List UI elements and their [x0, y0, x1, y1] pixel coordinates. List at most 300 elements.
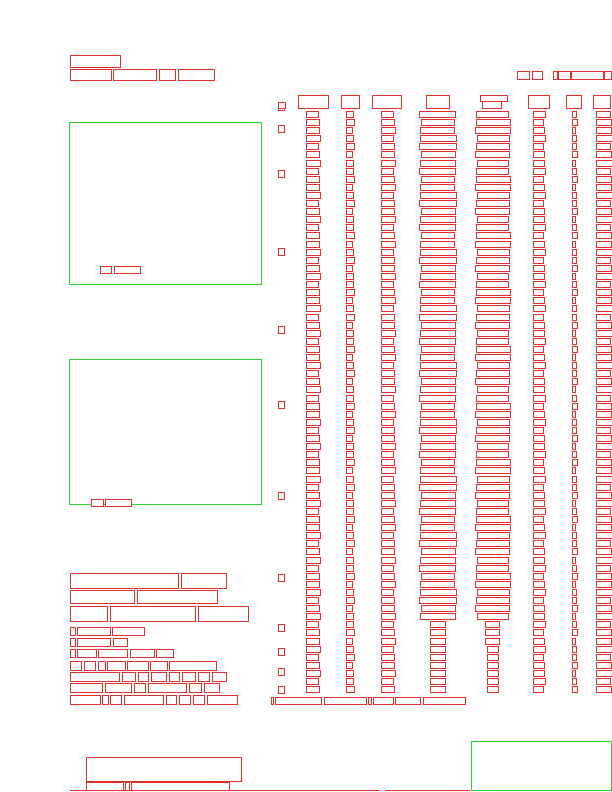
table-cell-col-6	[533, 176, 544, 183]
table-cell-col-1	[306, 443, 321, 450]
table-cell-col-6	[533, 654, 544, 661]
table-cell-col-8	[596, 589, 612, 596]
table-cell-col-1	[306, 168, 319, 175]
table-cell-col-5	[477, 443, 509, 450]
table-cell-col-8	[596, 184, 612, 191]
table-cell-col-5	[487, 686, 499, 693]
table-cell-col-8	[596, 346, 612, 353]
table-cell-col-2	[346, 621, 354, 628]
row-marker	[278, 170, 285, 178]
table-cell-col-8	[596, 403, 612, 410]
table-cell-col-2	[346, 654, 355, 661]
table-cell-col-7	[572, 500, 576, 507]
table-cell-col-3	[381, 581, 396, 588]
table-cell-col-3	[381, 516, 395, 523]
table-cell-col-3	[381, 443, 396, 450]
table-cell-col-7	[572, 184, 576, 191]
table-cell-col-8	[596, 508, 611, 515]
table-cell-col-1	[306, 127, 320, 134]
table-cell-col-2	[346, 273, 354, 280]
table-cell-col-1	[306, 265, 320, 272]
table-cell-col-3	[381, 548, 395, 555]
table-cell-col-7	[572, 281, 577, 288]
table-cell-col-6	[533, 322, 545, 329]
table-cell-col-3	[381, 346, 395, 353]
table-cell-col-5	[476, 516, 511, 523]
table-cell-col-3	[381, 135, 394, 142]
table-cell-col-1	[306, 548, 320, 555]
table-cell-col-2	[346, 200, 355, 207]
table-cell-col-4	[421, 548, 456, 555]
row-marker	[278, 401, 285, 409]
table-cell-col-5	[487, 654, 499, 661]
table-cell-col-4	[420, 589, 457, 596]
table-cell-col-2	[346, 459, 355, 466]
table-cell-col-7	[572, 459, 578, 466]
table-cell-col-6	[533, 232, 544, 239]
table-cell-col-6	[533, 168, 546, 175]
table-cell-col-5	[476, 508, 509, 515]
table-cell-col-8	[596, 200, 611, 207]
table-cell-col-3	[381, 232, 395, 239]
table-cell-col-3	[381, 524, 396, 531]
table-cell-col-6	[533, 411, 545, 418]
table-cell-col-5	[487, 678, 499, 685]
table-cell-col-3	[381, 273, 396, 280]
table-cell-col-3	[381, 605, 395, 612]
table-cell-col-7	[572, 524, 576, 531]
table-cell-col-2	[346, 565, 354, 572]
table-cell-col-6	[533, 305, 546, 312]
table-cell-col-8	[596, 459, 612, 466]
table-cell-col-5	[476, 403, 511, 410]
table-cell-col-1	[306, 184, 320, 191]
table-cell-col-7	[572, 386, 576, 393]
table-cell-col-1	[306, 314, 319, 321]
table-cell-col-2	[346, 451, 354, 458]
table-cell-col-1	[306, 581, 320, 588]
table-cell-col-3	[381, 362, 394, 369]
table-cell-col-4	[421, 516, 455, 523]
table-cell-col-6	[533, 249, 546, 256]
row-marker	[278, 574, 285, 582]
table-cell-col-3	[381, 184, 396, 191]
table-cell-col-2	[346, 605, 353, 612]
table-cell-col-2	[346, 160, 354, 167]
table-cell-col-7	[572, 443, 576, 450]
table-cell-col-7	[572, 573, 578, 580]
table-cell-col-5	[476, 395, 509, 402]
table-cell-col-7	[572, 338, 577, 345]
table-cell-col-6	[533, 581, 545, 588]
row-marker	[278, 492, 285, 500]
table-cell-col-2	[346, 386, 354, 393]
table-cell-col-2	[346, 573, 355, 580]
table-cell-col-5	[477, 557, 509, 564]
table-cell-col-4	[420, 330, 456, 337]
table-cell-col-6	[533, 216, 545, 223]
table-cell-col-3	[381, 427, 395, 434]
table-cell-col-2	[346, 484, 355, 491]
table-cell-col-7	[572, 378, 578, 385]
table-cell-col-3	[381, 395, 394, 402]
table-cell-col-8	[596, 281, 611, 288]
table-cell-col-3	[381, 565, 394, 572]
table-cell-col-3	[381, 670, 396, 677]
table-cell-col-2	[346, 419, 354, 426]
table-cell-col-1	[306, 500, 321, 507]
table-cell-col-4	[419, 370, 457, 377]
table-cell-col-7	[572, 216, 576, 223]
table-cell-col-1	[306, 532, 321, 539]
table-cell-col-3	[381, 411, 396, 418]
table-cell-col-1	[306, 492, 320, 499]
table-cell-col-1	[306, 370, 319, 377]
table-cell-col-2	[346, 127, 353, 134]
table-cell-col-8	[596, 314, 611, 321]
table-cell-col-1	[306, 257, 319, 264]
table-cell-col-6	[533, 135, 546, 142]
table-cell-col-1	[306, 192, 321, 199]
table-cell-col-8	[596, 265, 612, 272]
table-cell-col-6	[533, 160, 545, 167]
table-cell-col-6	[533, 208, 545, 215]
table-cell-col-1	[306, 565, 319, 572]
header-col-5-top	[480, 95, 508, 102]
table-cell-col-6	[533, 184, 545, 191]
table-cell-col-8	[596, 678, 611, 685]
table-cell-col-2	[346, 111, 354, 118]
table-cell-col-8	[596, 443, 612, 450]
table-cell-col-7	[572, 532, 577, 539]
table-cell-col-7	[572, 257, 577, 264]
table-cell-col-1	[306, 467, 320, 474]
table-cell-col-1	[306, 224, 319, 231]
table-cell-col-3	[381, 508, 394, 515]
table-cell-col-1	[306, 451, 319, 458]
table-cell-col-8	[596, 524, 612, 531]
table-cell-col-7	[572, 492, 578, 499]
table-cell-col-1	[306, 678, 319, 685]
table-cell-col-8	[596, 241, 612, 248]
table-cell-col-3	[381, 354, 396, 361]
table-cell-col-4	[421, 403, 455, 410]
table-cell-col-1	[306, 686, 320, 693]
table-cell-col-2	[346, 508, 354, 515]
table-cell-col-4	[419, 508, 456, 515]
table-cell-col-6	[533, 516, 544, 523]
table-cell-col-6	[533, 621, 546, 628]
table-cell-col-7	[572, 346, 578, 353]
table-cell-col-6	[533, 386, 545, 393]
table-cell-col-5	[477, 613, 509, 620]
table-cell-col-4	[419, 395, 456, 402]
table-cell-col-8	[596, 605, 612, 612]
table-cell-col-5	[476, 119, 511, 126]
table-cell-col-3	[381, 224, 394, 231]
table-cell-col-1	[306, 670, 321, 677]
table-header-col-2	[341, 95, 360, 109]
table-cell-col-7	[572, 208, 578, 215]
table-cell-col-7	[572, 135, 577, 142]
table-cell-col-5	[475, 467, 511, 474]
table-cell-col-7	[572, 662, 578, 669]
table-cell-col-1	[306, 208, 320, 215]
table-cell-col-4	[419, 540, 457, 547]
table-cell-col-3	[381, 662, 395, 669]
table-cell-col-2	[346, 281, 354, 288]
table-cell-col-5	[475, 184, 511, 191]
table-cell-col-4	[430, 662, 446, 669]
table-cell-col-7	[572, 581, 576, 588]
table-cell-col-7	[572, 151, 578, 158]
table-cell-col-3	[381, 621, 394, 628]
table-cell-col-8	[596, 613, 612, 620]
table-cell-col-1	[306, 200, 319, 207]
table-cell-col-5	[477, 273, 509, 280]
table-cell-col-4	[430, 654, 446, 661]
table-cell-col-5	[477, 135, 510, 142]
table-cell-col-1	[306, 135, 321, 142]
table-cell-col-1	[306, 419, 321, 426]
table-cell-col-4	[419, 597, 457, 604]
table-cell-col-8	[596, 127, 612, 134]
table-cell-col-6	[533, 395, 546, 402]
table-cell-col-6	[533, 484, 544, 491]
table-cell-col-3	[381, 297, 396, 304]
table-cell-col-8	[596, 386, 612, 393]
table-cell-col-3	[381, 249, 394, 256]
table-cell-col-4	[419, 168, 456, 175]
table-cell-col-8	[596, 540, 611, 547]
table-cell-col-2	[346, 232, 355, 239]
table-cell-col-5	[476, 176, 511, 183]
table-cell-col-1	[306, 305, 321, 312]
table-cell-col-6	[533, 330, 545, 337]
table-cell-col-4	[420, 467, 455, 474]
table-cell-col-5	[477, 305, 510, 312]
table-cell-col-1	[306, 160, 321, 167]
table-cell-col-2	[346, 532, 354, 539]
table-cell-col-3	[381, 378, 395, 385]
table-cell-col-8	[596, 686, 612, 693]
table-cell-col-6	[533, 119, 544, 126]
table-cell-col-8	[596, 168, 611, 175]
table-cell-col-5	[476, 370, 510, 377]
table-cell-col-8	[596, 208, 612, 215]
table-cell-col-1	[306, 613, 321, 620]
table-cell-col-8	[596, 646, 612, 653]
table-cell-col-3	[381, 629, 395, 636]
table-cell-col-1	[306, 176, 320, 183]
table-cell-col-1	[306, 249, 321, 256]
table-cell-col-3	[381, 540, 395, 547]
table-cell-col-2	[346, 346, 355, 353]
table-cell-col-5	[475, 378, 510, 385]
table-cell-col-3	[381, 484, 395, 491]
table-cell-col-5	[477, 249, 510, 256]
table-cell-col-7	[572, 646, 577, 653]
row-marker	[278, 686, 285, 694]
table-cell-col-5	[476, 232, 511, 239]
table-cell-col-7	[572, 435, 578, 442]
table-cell-col-1	[306, 605, 320, 612]
table-cell-col-1	[306, 330, 321, 337]
table-cell-col-5	[485, 638, 500, 645]
table-cell-col-5	[475, 127, 511, 134]
table-cell-col-7	[572, 484, 577, 491]
table-cell-col-1	[306, 654, 319, 661]
table-cell-col-3	[381, 160, 396, 167]
table-cell-col-5	[476, 314, 510, 321]
table-cell-col-4	[421, 289, 455, 296]
table-cell-col-5	[476, 224, 509, 231]
table-cell-col-3	[381, 200, 395, 207]
table-cell-col-4	[421, 492, 456, 499]
table-cell-col-8	[596, 135, 612, 142]
table-cell-col-5	[475, 605, 510, 612]
table-cell-col-7	[572, 621, 577, 628]
table-cell-col-8	[596, 451, 611, 458]
table-cell-col-2	[346, 557, 354, 564]
table-cell-col-2	[346, 500, 354, 507]
table-cell-col-2	[346, 265, 353, 272]
table-cell-col-8	[596, 654, 611, 661]
table-cell-col-2	[346, 548, 353, 555]
table-cell-col-1	[306, 476, 321, 483]
table-cell-col-3	[381, 265, 395, 272]
table-cell-col-2	[346, 678, 354, 685]
table-cell-col-1	[306, 362, 321, 369]
table-cell-col-8	[596, 532, 612, 539]
table-cell-col-8	[596, 638, 612, 645]
table-cell-col-2	[346, 646, 354, 653]
table-cell-col-4	[421, 573, 455, 580]
table-cell-col-7	[572, 176, 578, 183]
table-cell-col-5	[476, 597, 510, 604]
table-cell-col-6	[533, 540, 544, 547]
table-cell-col-2	[346, 516, 355, 523]
table-cell-col-3	[381, 168, 394, 175]
table-cell-col-6	[533, 378, 545, 385]
table-cell-col-7	[572, 224, 577, 231]
table-cell-col-6	[533, 597, 544, 604]
table-cell-col-5	[477, 589, 510, 596]
table-cell-col-1	[306, 459, 320, 466]
table-cell-col-2	[346, 686, 355, 693]
table-cell-col-8	[596, 378, 612, 385]
table-cell-col-5	[476, 338, 509, 345]
table-cell-col-8	[596, 597, 611, 604]
table-cell-col-6	[533, 314, 544, 321]
table-cell-col-5	[476, 484, 510, 491]
table-cell-col-6	[533, 492, 545, 499]
table-cell-col-4	[420, 249, 457, 256]
table-cell-col-6	[533, 508, 546, 515]
table-cell-col-1	[306, 111, 319, 118]
table-cell-col-4	[420, 581, 455, 588]
table-cell-col-3	[381, 459, 395, 466]
table-cell-col-3	[381, 314, 395, 321]
table-cell-col-2	[346, 249, 354, 256]
table-cell-col-7	[572, 467, 576, 474]
table-cell-col-3	[381, 322, 395, 329]
table-cell-col-2	[346, 613, 354, 620]
table-cell-col-1	[306, 281, 319, 288]
table-cell-col-2	[346, 208, 353, 215]
table-cell-col-3	[381, 127, 396, 134]
table-cell-col-4	[419, 565, 456, 572]
table-cell-col-7	[572, 232, 578, 239]
table-cell-col-5	[475, 581, 511, 588]
table-cell-col-3	[381, 678, 394, 685]
table-cell-col-8	[596, 322, 612, 329]
table-cell-col-1	[306, 524, 320, 531]
table-cell-col-4	[430, 686, 446, 693]
table-cell-col-6	[533, 281, 546, 288]
table-cell-col-1	[306, 540, 319, 547]
table-cell-col-5	[476, 451, 509, 458]
table-cell-col-8	[596, 354, 612, 361]
table-cell-col-4	[430, 638, 446, 645]
table-cell-col-3	[381, 257, 395, 264]
table-cell-col-3	[381, 370, 395, 377]
table-cell-col-7	[572, 589, 577, 596]
table-cell-col-7	[572, 289, 578, 296]
table-cell-col-8	[596, 289, 612, 296]
row-marker	[278, 326, 285, 334]
table-cell-col-2	[346, 362, 354, 369]
table-cell-col-8	[596, 435, 612, 442]
table-cell-col-6	[533, 273, 545, 280]
table-cell-col-6	[533, 589, 546, 596]
table-cell-col-1	[306, 119, 320, 126]
table-cell-col-6	[533, 419, 546, 426]
table-cell-col-6	[533, 143, 544, 150]
table-cell-col-8	[596, 216, 612, 223]
table-cell-col-5	[476, 257, 510, 264]
table-cell-col-5	[477, 386, 509, 393]
table-cell-col-6	[533, 443, 545, 450]
table-cell-col-2	[346, 176, 355, 183]
table-cell-col-5	[476, 459, 511, 466]
table-cell-col-7	[572, 362, 577, 369]
table-cell-col-4	[420, 500, 456, 507]
table-cell-col-2	[346, 467, 353, 474]
table-cell-col-7	[572, 613, 576, 620]
table-header-col-8	[593, 95, 611, 109]
table-cell-col-4	[420, 532, 457, 539]
table-cell-col-2	[346, 589, 354, 596]
table-cell-col-4	[419, 281, 456, 288]
table-cell-col-5	[477, 500, 509, 507]
table-cell-col-8	[596, 362, 612, 369]
table-cell-col-7	[572, 411, 576, 418]
table-cell-col-4	[420, 419, 457, 426]
table-cell-col-6	[533, 289, 544, 296]
table-cell-col-2	[346, 638, 353, 645]
table-cell-col-6	[533, 524, 545, 531]
table-cell-col-5	[477, 476, 510, 483]
table-cell-col-6	[533, 678, 546, 685]
table-cell-col-4	[420, 216, 456, 223]
table-cell-col-4	[420, 241, 455, 248]
table-cell-col-3	[381, 403, 395, 410]
table-cell-col-8	[596, 629, 612, 636]
table-cell-col-3	[381, 151, 395, 158]
table-cell-col-4	[420, 411, 455, 418]
table-cell-col-1	[306, 378, 320, 385]
